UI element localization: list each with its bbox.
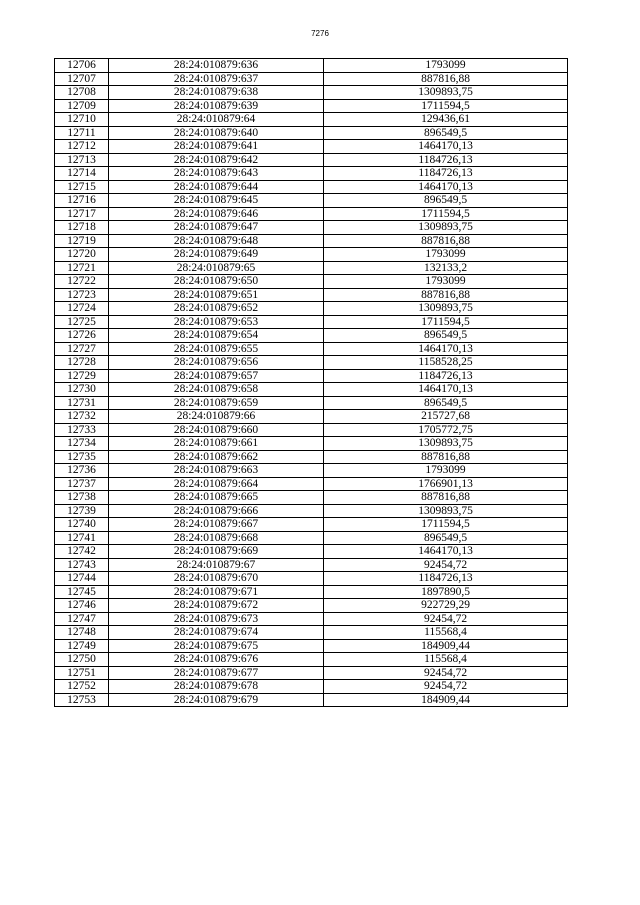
value-cell: 1897890,5 bbox=[324, 585, 568, 599]
value-cell: 896549,5 bbox=[324, 329, 568, 343]
row-number-cell: 12739 bbox=[55, 504, 109, 518]
value-cell: 1766901,13 bbox=[324, 477, 568, 491]
value-cell: 92454,72 bbox=[324, 612, 568, 626]
value-cell: 887816,88 bbox=[324, 491, 568, 505]
cadastral-number-cell: 28:24:010879:656 bbox=[109, 356, 324, 370]
table-row bbox=[55, 450, 568, 464]
value-cell: 1309893,75 bbox=[324, 302, 568, 316]
table-row bbox=[55, 410, 568, 424]
row-number-cell: 12712 bbox=[55, 140, 109, 154]
value-cell: 1464170,13 bbox=[324, 180, 568, 194]
value-cell: 215727,68 bbox=[324, 410, 568, 424]
table-row bbox=[55, 113, 568, 127]
value-cell: 922729,29 bbox=[324, 599, 568, 613]
row-number-cell: 12720 bbox=[55, 248, 109, 262]
row-number-cell: 12750 bbox=[55, 653, 109, 667]
cadastral-number-cell: 28:24:010879:67 bbox=[109, 558, 324, 572]
value-cell: 1464170,13 bbox=[324, 383, 568, 397]
value-cell: 1711594,5 bbox=[324, 518, 568, 532]
table-row bbox=[55, 234, 568, 248]
table-row bbox=[55, 531, 568, 545]
cadastral-number-cell: 28:24:010879:642 bbox=[109, 153, 324, 167]
value-cell: 896549,5 bbox=[324, 531, 568, 545]
row-number-cell: 12734 bbox=[55, 437, 109, 451]
row-number-cell: 12731 bbox=[55, 396, 109, 410]
page-number: 7276 bbox=[311, 29, 329, 38]
row-number-cell: 12722 bbox=[55, 275, 109, 289]
cadastral-number-cell: 28:24:010879:670 bbox=[109, 572, 324, 586]
row-number-cell: 12710 bbox=[55, 113, 109, 127]
cadastral-number-cell: 28:24:010879:660 bbox=[109, 423, 324, 437]
cadastral-number-cell: 28:24:010879:675 bbox=[109, 639, 324, 653]
table-row bbox=[55, 86, 568, 100]
row-number-cell: 12753 bbox=[55, 693, 109, 707]
table-row bbox=[55, 491, 568, 505]
row-number-cell: 12723 bbox=[55, 288, 109, 302]
cadastral-number-cell: 28:24:010879:664 bbox=[109, 477, 324, 491]
row-number-cell: 12736 bbox=[55, 464, 109, 478]
value-cell: 1158528,25 bbox=[324, 356, 568, 370]
value-cell: 1309893,75 bbox=[324, 86, 568, 100]
value-cell: 1793099 bbox=[324, 464, 568, 478]
row-number-cell: 12721 bbox=[55, 261, 109, 275]
table-row bbox=[55, 626, 568, 640]
row-number-cell: 12752 bbox=[55, 680, 109, 694]
cadastral-number-cell: 28:24:010879:637 bbox=[109, 72, 324, 86]
value-cell: 115568,4 bbox=[324, 653, 568, 667]
data-table bbox=[54, 58, 568, 707]
row-number-cell: 12740 bbox=[55, 518, 109, 532]
cadastral-number-cell: 28:24:010879:672 bbox=[109, 599, 324, 613]
cadastral-number-cell: 28:24:010879:639 bbox=[109, 99, 324, 113]
cadastral-number-cell: 28:24:010879:657 bbox=[109, 369, 324, 383]
value-cell: 92454,72 bbox=[324, 558, 568, 572]
table-row bbox=[55, 545, 568, 559]
cadastral-number-cell: 28:24:010879:679 bbox=[109, 693, 324, 707]
cadastral-number-cell: 28:24:010879:636 bbox=[109, 59, 324, 73]
cadastral-number-cell: 28:24:010879:662 bbox=[109, 450, 324, 464]
cadastral-number-cell: 28:24:010879:658 bbox=[109, 383, 324, 397]
row-number-cell: 12711 bbox=[55, 126, 109, 140]
value-cell: 896549,5 bbox=[324, 396, 568, 410]
table-row bbox=[55, 288, 568, 302]
table-row bbox=[55, 518, 568, 532]
value-cell: 887816,88 bbox=[324, 288, 568, 302]
table-row bbox=[55, 302, 568, 316]
cadastral-number-cell: 28:24:010879:678 bbox=[109, 680, 324, 694]
row-number-cell: 12714 bbox=[55, 167, 109, 181]
value-cell: 1464170,13 bbox=[324, 545, 568, 559]
cadastral-number-cell: 28:24:010879:647 bbox=[109, 221, 324, 235]
row-number-cell: 12738 bbox=[55, 491, 109, 505]
table-row bbox=[55, 221, 568, 235]
table-row bbox=[55, 612, 568, 626]
table-row bbox=[55, 153, 568, 167]
value-cell: 92454,72 bbox=[324, 666, 568, 680]
value-cell: 184909,44 bbox=[324, 639, 568, 653]
row-number-cell: 12713 bbox=[55, 153, 109, 167]
row-number-cell: 12749 bbox=[55, 639, 109, 653]
row-number-cell: 12707 bbox=[55, 72, 109, 86]
row-number-cell: 12709 bbox=[55, 99, 109, 113]
table-row bbox=[55, 396, 568, 410]
row-number-cell: 12724 bbox=[55, 302, 109, 316]
value-cell: 1793099 bbox=[324, 275, 568, 289]
table-row bbox=[55, 666, 568, 680]
table-row bbox=[55, 653, 568, 667]
value-cell: 1793099 bbox=[324, 248, 568, 262]
value-cell: 1464170,13 bbox=[324, 342, 568, 356]
table-row bbox=[55, 261, 568, 275]
row-number-cell: 12726 bbox=[55, 329, 109, 343]
row-number-cell: 12745 bbox=[55, 585, 109, 599]
cadastral-number-cell: 28:24:010879:65 bbox=[109, 261, 324, 275]
table-row bbox=[55, 572, 568, 586]
cadastral-number-cell: 28:24:010879:651 bbox=[109, 288, 324, 302]
table-row bbox=[55, 383, 568, 397]
table-body bbox=[55, 59, 568, 707]
table-row bbox=[55, 504, 568, 518]
value-cell: 1184726,13 bbox=[324, 153, 568, 167]
table-row bbox=[55, 329, 568, 343]
table-row bbox=[55, 680, 568, 694]
table-row bbox=[55, 639, 568, 653]
cadastral-number-cell: 28:24:010879:668 bbox=[109, 531, 324, 545]
value-cell: 896549,5 bbox=[324, 194, 568, 208]
cadastral-number-cell: 28:24:010879:659 bbox=[109, 396, 324, 410]
value-cell: 184909,44 bbox=[324, 693, 568, 707]
row-number-cell: 12746 bbox=[55, 599, 109, 613]
cadastral-number-cell: 28:24:010879:653 bbox=[109, 315, 324, 329]
row-number-cell: 12732 bbox=[55, 410, 109, 424]
table-row bbox=[55, 99, 568, 113]
cadastral-number-cell: 28:24:010879:643 bbox=[109, 167, 324, 181]
table-row bbox=[55, 369, 568, 383]
cadastral-number-cell: 28:24:010879:669 bbox=[109, 545, 324, 559]
row-number-cell: 12742 bbox=[55, 545, 109, 559]
table-row bbox=[55, 126, 568, 140]
row-number-cell: 12733 bbox=[55, 423, 109, 437]
value-cell: 1309893,75 bbox=[324, 504, 568, 518]
value-cell: 1711594,5 bbox=[324, 99, 568, 113]
cadastral-number-cell: 28:24:010879:677 bbox=[109, 666, 324, 680]
value-cell: 887816,88 bbox=[324, 234, 568, 248]
cadastral-number-cell: 28:24:010879:663 bbox=[109, 464, 324, 478]
cadastral-number-cell: 28:24:010879:661 bbox=[109, 437, 324, 451]
cadastral-number-cell: 28:24:010879:667 bbox=[109, 518, 324, 532]
row-number-cell: 12737 bbox=[55, 477, 109, 491]
cadastral-number-cell: 28:24:010879:676 bbox=[109, 653, 324, 667]
row-number-cell: 12751 bbox=[55, 666, 109, 680]
cadastral-number-cell: 28:24:010879:650 bbox=[109, 275, 324, 289]
value-cell: 1464170,13 bbox=[324, 140, 568, 154]
row-number-cell: 12729 bbox=[55, 369, 109, 383]
table-row bbox=[55, 342, 568, 356]
cadastral-number-cell: 28:24:010879:652 bbox=[109, 302, 324, 316]
table-row bbox=[55, 437, 568, 451]
row-number-cell: 12743 bbox=[55, 558, 109, 572]
row-number-cell: 12741 bbox=[55, 531, 109, 545]
cadastral-number-cell: 28:24:010879:644 bbox=[109, 180, 324, 194]
value-cell: 1184726,13 bbox=[324, 167, 568, 181]
cadastral-number-cell: 28:24:010879:654 bbox=[109, 329, 324, 343]
row-number-cell: 12715 bbox=[55, 180, 109, 194]
row-number-cell: 12716 bbox=[55, 194, 109, 208]
value-cell: 1793099 bbox=[324, 59, 568, 73]
value-cell: 129436,61 bbox=[324, 113, 568, 127]
cadastral-number-cell: 28:24:010879:646 bbox=[109, 207, 324, 221]
table-row bbox=[55, 180, 568, 194]
cadastral-number-cell: 28:24:010879:64 bbox=[109, 113, 324, 127]
value-cell: 887816,88 bbox=[324, 450, 568, 464]
table-row bbox=[55, 356, 568, 370]
cadastral-number-cell: 28:24:010879:673 bbox=[109, 612, 324, 626]
value-cell: 1705772,75 bbox=[324, 423, 568, 437]
value-cell: 1309893,75 bbox=[324, 221, 568, 235]
value-cell: 887816,88 bbox=[324, 72, 568, 86]
row-number-cell: 12717 bbox=[55, 207, 109, 221]
cadastral-number-cell: 28:24:010879:645 bbox=[109, 194, 324, 208]
row-number-cell: 12748 bbox=[55, 626, 109, 640]
value-cell: 1309893,75 bbox=[324, 437, 568, 451]
value-cell: 115568,4 bbox=[324, 626, 568, 640]
value-cell: 896549,5 bbox=[324, 126, 568, 140]
cadastral-number-cell: 28:24:010879:66 bbox=[109, 410, 324, 424]
table-row bbox=[55, 585, 568, 599]
cadastral-number-cell: 28:24:010879:638 bbox=[109, 86, 324, 100]
table-row bbox=[55, 140, 568, 154]
row-number-cell: 12725 bbox=[55, 315, 109, 329]
table-row bbox=[55, 693, 568, 707]
row-number-cell: 12744 bbox=[55, 572, 109, 586]
cadastral-number-cell: 28:24:010879:671 bbox=[109, 585, 324, 599]
cadastral-number-cell: 28:24:010879:640 bbox=[109, 126, 324, 140]
table-row bbox=[55, 599, 568, 613]
table-row bbox=[55, 477, 568, 491]
value-cell: 132133,2 bbox=[324, 261, 568, 275]
table-row bbox=[55, 167, 568, 181]
row-number-cell: 12735 bbox=[55, 450, 109, 464]
table-row bbox=[55, 464, 568, 478]
cadastral-number-cell: 28:24:010879:665 bbox=[109, 491, 324, 505]
row-number-cell: 12727 bbox=[55, 342, 109, 356]
table-row bbox=[55, 275, 568, 289]
row-number-cell: 12706 bbox=[55, 59, 109, 73]
row-number-cell: 12708 bbox=[55, 86, 109, 100]
value-cell: 1184726,13 bbox=[324, 369, 568, 383]
row-number-cell: 12718 bbox=[55, 221, 109, 235]
table-row bbox=[55, 558, 568, 572]
cadastral-number-cell: 28:24:010879:648 bbox=[109, 234, 324, 248]
row-number-cell: 12728 bbox=[55, 356, 109, 370]
table-row bbox=[55, 59, 568, 73]
value-cell: 92454,72 bbox=[324, 680, 568, 694]
row-number-cell: 12747 bbox=[55, 612, 109, 626]
cadastral-number-cell: 28:24:010879:649 bbox=[109, 248, 324, 262]
table-row bbox=[55, 423, 568, 437]
cadastral-number-cell: 28:24:010879:666 bbox=[109, 504, 324, 518]
cadastral-number-cell: 28:24:010879:641 bbox=[109, 140, 324, 154]
value-cell: 1184726,13 bbox=[324, 572, 568, 586]
row-number-cell: 12719 bbox=[55, 234, 109, 248]
table-row bbox=[55, 207, 568, 221]
table-row bbox=[55, 315, 568, 329]
cadastral-number-cell: 28:24:010879:655 bbox=[109, 342, 324, 356]
row-number-cell: 12730 bbox=[55, 383, 109, 397]
value-cell: 1711594,5 bbox=[324, 207, 568, 221]
value-cell: 1711594,5 bbox=[324, 315, 568, 329]
table-row bbox=[55, 72, 568, 86]
cadastral-number-cell: 28:24:010879:674 bbox=[109, 626, 324, 640]
table-row bbox=[55, 248, 568, 262]
table-row bbox=[55, 194, 568, 208]
